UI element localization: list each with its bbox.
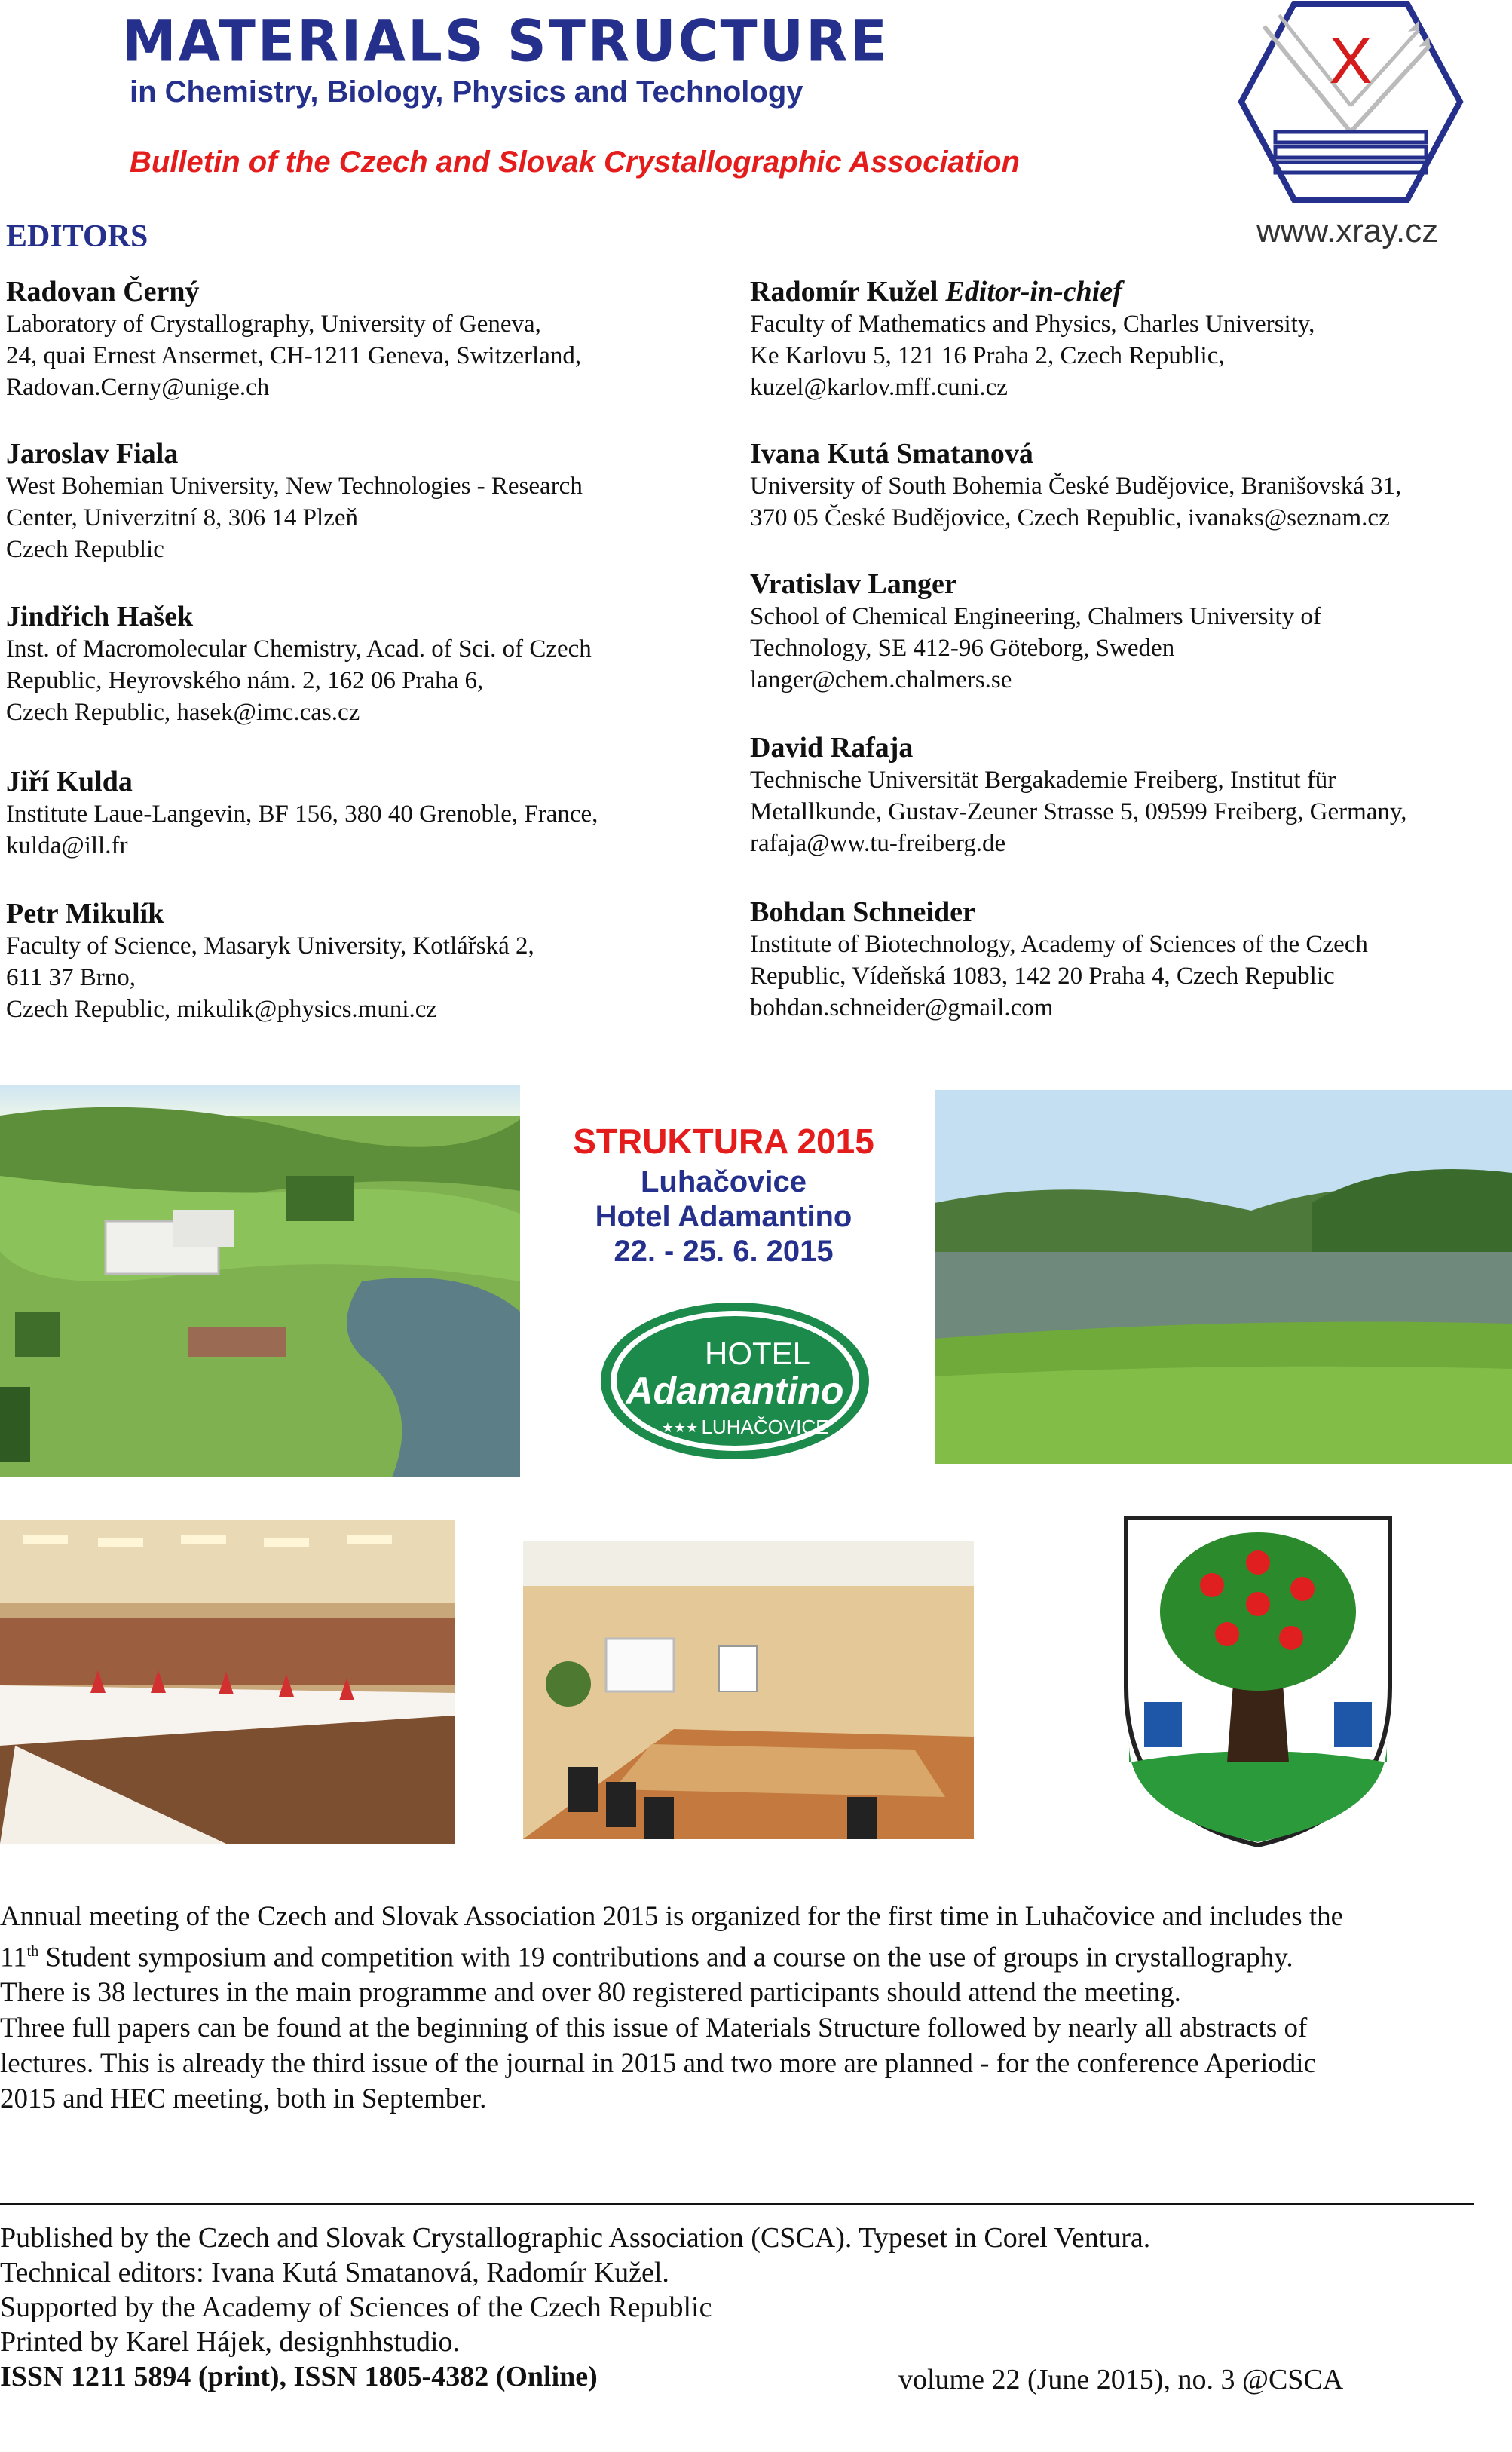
editor-address-line: School of Chemical Engineering, Chalmers University of: [750, 603, 1321, 630]
editor-entry: [6, 897, 745, 1025]
editor-address-line: Inst. of Macromolecular Chemistry, Acad. of Sci. of Czech: [6, 635, 592, 663]
editor-name-text: Radomír Kužel: [750, 276, 938, 308]
editor-address-line: Laboratory of Crystallography, University of Geneva,: [6, 311, 541, 338]
editor-email[interactable]: langer@chem.chalmers.se: [750, 666, 1012, 693]
editor-entry: [750, 437, 1489, 534]
editor-role: Editor-in-chief: [945, 276, 1122, 308]
editor-entry: [750, 731, 1489, 859]
volume-info: volume 22 (June 2015), no. 3 @CSCA: [898, 2364, 1344, 2395]
editor-name: Jiří Kulda: [6, 766, 133, 797]
editor-address-line: University of South Bohemia České Budějovice, Branišovská 31,: [750, 473, 1402, 500]
body-line: [0, 1934, 1500, 1975]
editor-address-line: Czech Republic, mikulik@physics.muni.cz: [6, 996, 438, 1023]
editor-name: Jindřich Hašek: [6, 601, 194, 632]
conference-dates: 22. - 25. 6. 2015: [614, 1235, 834, 1268]
editor-entry: [750, 275, 1489, 403]
xray-logo: [1238, 0, 1464, 204]
intro-paragraph: [0, 1899, 1500, 2117]
journal-title: MATERIALS STRUCTURE: [122, 8, 889, 75]
luhacovice-coat-of-arms: [1122, 1514, 1394, 1850]
hotel-aerial-photo: [0, 1085, 520, 1477]
editor-address-line: Czech Republic, hasek@imc.cas.cz: [6, 699, 360, 726]
editor-email[interactable]: Radovan.Cerny@unige.ch: [6, 374, 270, 401]
hotel-logo-word3: LUHAČOVICE: [701, 1416, 829, 1438]
editor-entry: [6, 600, 745, 728]
website-link[interactable]: www.xray.cz: [1256, 213, 1439, 249]
editor-name: Bohdan Schneider: [750, 896, 975, 928]
editor-entry: [750, 568, 1489, 696]
hotel-logo-word1: HOTEL: [704, 1336, 811, 1371]
editor-name: [750, 275, 1489, 308]
hotel-logo-word2: Adamantino: [626, 1370, 844, 1412]
hotel-adamantino-logo: [595, 1298, 874, 1464]
support-line: Supported by the Academy of Sciences of the Czech Republic: [0, 2291, 712, 2323]
editor-address-line: 611 37 Brno,: [6, 964, 136, 991]
printer-line: Printed by Karel Hájek, designhhstudio.: [0, 2326, 461, 2358]
editor-entry: [6, 275, 745, 403]
editor-name: Petr Mikulík: [6, 898, 164, 929]
editor-address-line: Metallkunde, Gustav-Zeuner Strasse 5, 09599 Freiberg, Germany,: [750, 798, 1407, 825]
editor-address-line: Republic, Vídeňská 1083, 142 20 Praha 4, Czech Republic: [750, 963, 1335, 990]
body-line: Annual meeting of the Czech and Slovak Association 2015 is organized for the first time in Luhačovice and includes the: [0, 1901, 1344, 1932]
publisher-line: Published by the Czech and Slovak Crystallographic Association (CSCA). Typeset in Corel Ventura.: [0, 2222, 1151, 2254]
bulletin-line: Bulletin of the Czech and Slovak Crystallographic Association: [130, 145, 1020, 179]
editor-address-line: Republic, Heyrovského nám. 2, 162 06 Praha 6,: [6, 667, 484, 694]
editor-name: Vratislav Langer: [750, 568, 957, 600]
footer-divider: [0, 2203, 1474, 2205]
editor-name: David Rafaja: [750, 732, 914, 764]
editor-address-line: Ke Karlovu 5, 121 16 Praha 2, Czech Republic,: [750, 342, 1225, 369]
editor-email[interactable]: kuzel@karlov.mff.cuni.cz: [750, 374, 1008, 401]
editor-address-line: Technische Universität Bergakademie Freiberg, Institut für: [750, 767, 1336, 794]
editor-address-line: Institute of Biotechnology, Academy of Sciences of the Czech: [750, 931, 1368, 958]
hotel-logo-stars: ★★★: [661, 1420, 699, 1436]
editor-email[interactable]: bohdan.schneider@gmail.com: [750, 994, 1054, 1021]
body-line: 2015 and HEC meeting, both in September.: [0, 2083, 487, 2115]
editor-address-line: Technology, SE 412-96 Göteborg, Sweden: [750, 635, 1175, 662]
editor-email[interactable]: kulda@ill.fr: [6, 832, 128, 859]
editor-name: Ivana Kutá Smatanová: [750, 438, 1033, 470]
restaurant-photo: [0, 1520, 455, 1844]
ordinal-suffix: th: [26, 1943, 39, 1960]
conference-title: STRUKTURA 2015: [573, 1122, 874, 1161]
editors-heading: EDITORS: [6, 219, 148, 254]
editor-entry: [6, 765, 745, 862]
editor-address-line: Faculty of Mathematics and Physics, Charles University,: [750, 311, 1315, 338]
editor-address-line: Center, Univerzitní 8, 306 14 Plzeň: [6, 504, 358, 531]
conference-room-photo: [523, 1541, 974, 1839]
conference-venue: Hotel Adamantino: [595, 1200, 852, 1233]
editor-entry: [750, 895, 1489, 1024]
editor-address-line: West Bohemian University, New Technologies - Research: [6, 473, 583, 500]
ordinal-number: 11: [0, 1942, 27, 1973]
conference-city: Luhačovice: [640, 1165, 807, 1198]
editor-address-line: Institute Laue-Langevin, BF 156, 380 40 Grenoble, France,: [6, 800, 598, 828]
editor-address-line: 370 05 České Budějovice, Czech Republic, ivanaks@seznam.cz: [750, 504, 1390, 531]
editor-entry: [6, 437, 745, 565]
logo-letter: X: [1329, 25, 1373, 97]
editor-name: Jaroslav Fiala: [6, 438, 179, 470]
editor-name: Radovan Černý: [6, 276, 200, 308]
technical-editors-line: Technical editors: Ivana Kutá Smatanová, Radomír Kužel.: [0, 2257, 669, 2288]
body-line: There is 38 lectures in the main programme and over 80 registered participants should attend the meeting.: [0, 1977, 1181, 2009]
issn-line: ISSN 1211 5894 (print), ISSN 1805-4382 (Online): [0, 2361, 598, 2392]
editor-address-line: 24, quai Ernest Ansermet, CH-1211 Geneva, Switzerland,: [6, 342, 582, 369]
body-line-text: Student symposium and competition with 19 contributions and a course on the use of groups in crystallography.: [38, 1942, 1293, 1973]
editor-address-line: Faculty of Science, Masaryk University, Kotlářská 2,: [6, 932, 534, 960]
editor-address-line: Czech Republic: [6, 536, 164, 563]
body-line: Three full papers can be found at the beginning of this issue of Materials Structure followed by nearly all abstracts of: [0, 2013, 1308, 2044]
body-line: lectures. This is already the third issue of the journal in 2015 and two more are planned - for the conference Aperiodic: [0, 2048, 1316, 2080]
journal-subtitle: in Chemistry, Biology, Physics and Technology: [130, 75, 803, 109]
editor-email[interactable]: rafaja@ww.tu-freiberg.de: [750, 830, 1006, 857]
lake-photo: [935, 1090, 1512, 1464]
